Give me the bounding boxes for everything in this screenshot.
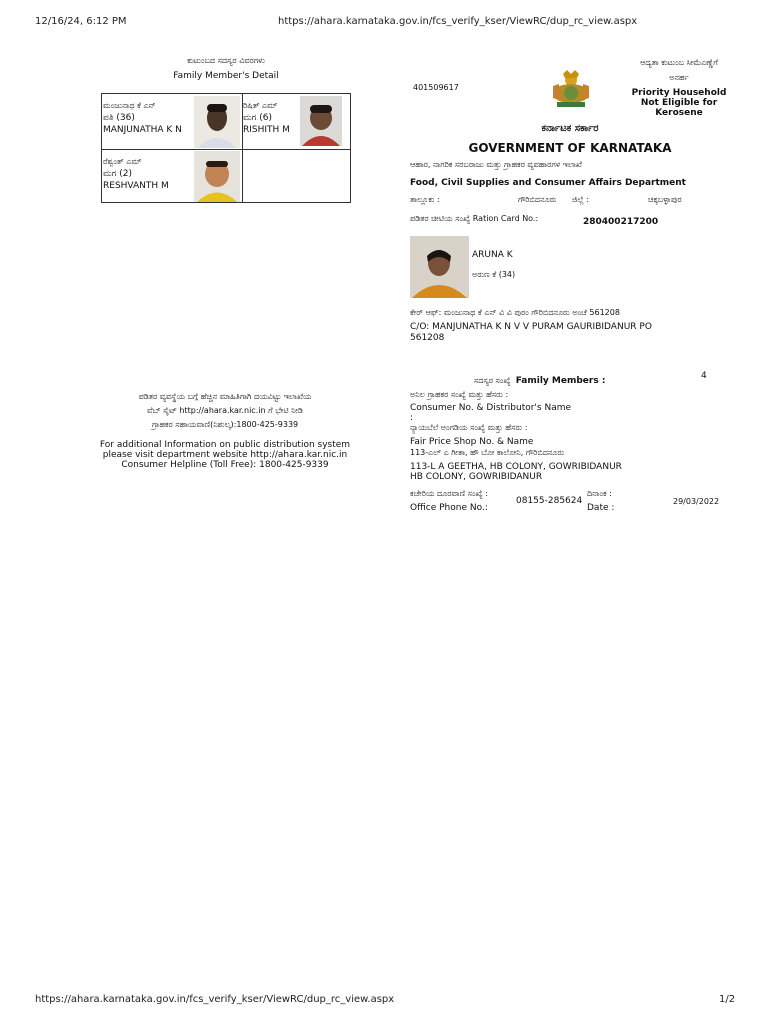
person-photo-icon <box>194 96 240 148</box>
card-code: 401509617 <box>413 83 459 92</box>
family-members-label-kannada: ಸದಸ್ಯರ ಸಂಖ್ಯೆ <box>474 376 511 385</box>
info-kannada-line: ಪಡಿತರ ವ್ಯವಸ್ಥೆಯ ಬಗ್ಗೆ ಹೆಚ್ಚಿನ ಮಾಹಿತಿಗಾಗಿ ದಯವಿಟ್ಟು ಇಲಾಖೆಯ <box>138 392 312 401</box>
address-pin: 561208 <box>410 333 445 343</box>
member-card <box>103 156 169 192</box>
print-datetime: 12/16/24, 6:12 PM <box>35 16 127 27</box>
district-value: ಚಿಕ್ಕಬಳ್ಳಾಪುರ <box>648 195 682 204</box>
member-card <box>243 100 290 136</box>
consumer-label: Consumer No. & Distributor's Name <box>410 403 572 413</box>
family-members-count: 4 <box>701 371 707 381</box>
family-members-label <box>474 368 605 387</box>
priority-household: Priority Household <box>631 88 727 98</box>
member-relation: ಪತಿ (36) <box>103 113 135 123</box>
date-value: 29/03/2022 <box>673 497 720 506</box>
department-name: Food, Civil Supplies and Consumer Affairs Department <box>410 178 686 188</box>
page-number: 1/2 <box>719 994 736 1005</box>
person-photo-icon <box>194 151 240 202</box>
member-name: RISHITH M <box>243 125 290 135</box>
person-photo-icon <box>300 96 342 146</box>
member-name-kannada: ರೆಶ್ವಂತ್ ಎಮ್ <box>103 157 142 166</box>
fps-locality: HB COLONY, GOWRIBIDANUR <box>410 472 543 482</box>
karnataka-emblem <box>549 66 593 110</box>
member-card <box>103 100 182 136</box>
consumer-colon: : <box>410 413 414 423</box>
fps-label-kannada: ನ್ಯಾಯಬೆಲೆ ಅಂಗಡಿಯ ಸಂಖ್ಯೆ ಮತ್ತು ಹೆಸರು : <box>410 423 528 432</box>
member-relation: ಮಗ (6) <box>243 113 273 123</box>
office-phone-label: Office Phone No.: <box>410 503 488 513</box>
person-photo-icon <box>410 236 469 298</box>
ration-card-label: ಪಡಿತರ ಚೀಟಿಯ ಸಂಖ್ಯೆ Ration Card No.: <box>410 214 539 223</box>
fps-label: Fair Price Shop No. & Name <box>410 437 534 447</box>
member-name: RESHVANTH M <box>103 181 169 191</box>
ration-card-number: 280400217200 <box>583 217 659 227</box>
family-members-table <box>101 93 351 203</box>
department-kannada: ಆಹಾರ, ನಾಗರಿಕ ಸರಬರಾಜು ಮತ್ತು ಗ್ರಾಹಕರ ವ್ಯವಹಾರಗಳ ಇಲಾಖೆ <box>410 160 582 169</box>
office-phone-label-kannada: ಕಚೇರಿಯ ದೂರವಾಣಿ ಸಂಖ್ಯೆ : <box>410 489 488 498</box>
not-eligible: Not Eligible for <box>640 98 718 108</box>
info-kannada-line: ಗ್ರಾಹಕರ ಸಹಾಯವಾಣಿ(ನಿಶುಲ್ಕ):1800-425-9339 <box>151 420 299 429</box>
member-name: MANJUNATHA K N <box>103 125 182 135</box>
info-line: please visit department website http://ahara.kar.nic.in <box>102 450 348 460</box>
address-kannada: ಕೇರ್ ಆಫ್: ಮಂಜುನಾಥ ಕೆ ಎನ್ ವಿ ವಿ ಪುರಂ ಗೌರಿಬಿದನೂರು ಅಂಚೆ 561208 <box>410 308 620 317</box>
office-phone-number: 08155-285624 <box>516 496 583 506</box>
priority-kannada-2: ಅನರ್ಹ <box>669 73 689 82</box>
kerosene: Kerosene <box>655 108 703 118</box>
family-members-label-english: Family Members : <box>515 376 606 386</box>
district-label: ಜಿಲ್ಲೆ : <box>572 195 590 204</box>
member-relation: ಮಗ (2) <box>103 169 133 179</box>
fps-kannada: 113-ಎಲ್ ಎ ಗೀತಾ, ಹೌ ಬೋ ಕಾಲೋನಿ, ಗೌರಿಬಿದನೂರು <box>410 448 565 457</box>
address-line: C/O: MANJUNATHA K N V V PURAM GAURIBIDANUR PO <box>410 322 652 332</box>
holder-relation: ಅರುಣ ಕೆ (34) <box>472 270 516 279</box>
info-line: Consumer Helpline (Toll Free): 1800-425-9339 <box>121 460 329 470</box>
member-photo <box>194 151 240 202</box>
consumer-label-kannada: ಅನಿಲ ಗ್ರಾಹಕರ ಸಂಖ್ಯೆ ಮತ್ತು ಹೆಸರು : <box>410 390 509 399</box>
date-label-kannada: ದಿನಾಂಕ : <box>587 489 612 498</box>
print-url: https://ahara.karnataka.gov.in/fcs_verify_kser/ViewRC/dup_rc_view.aspx <box>278 16 638 27</box>
member-photo <box>300 96 342 146</box>
member-name-kannada: ರಿಷಿತ್ ಎಮ್ <box>243 101 278 110</box>
info-kannada-line: ವೆಬ್ ಸೈಟ್ http://ahara.kar.nic.in ಗೆ ಭೇಟಿ ನೀಡಿ <box>147 406 303 415</box>
member-name-kannada: ಮಂಜುನಾಥ ಕೆ ಎನ್ <box>103 101 156 110</box>
table-divider <box>102 149 350 150</box>
family-title-kannada: ಕುಟುಂಬದ ಸದಸ್ಯರ ವಿವರಗಳು <box>187 56 265 65</box>
holder-photo <box>410 236 469 298</box>
govt-title-kannada: ಕರ್ನಾಟಕ ಸರ್ಕಾರ <box>541 123 599 134</box>
member-photo <box>194 96 240 148</box>
priority-kannada: ಆದ್ಯತಾ ಕುಟುಂಬ ಸೀಮೆಎಣ್ಣೆಗೆ <box>640 58 718 67</box>
taluk-value: ಗೌರಿಬಿದನೂರು <box>518 195 557 204</box>
fps-name: 113-L A GEETHA, HB COLONY, GOWRIBIDANUR <box>410 462 622 472</box>
date-label: Date : <box>587 503 615 513</box>
govt-title: GOVERNMENT OF KARNATAKA <box>468 141 672 155</box>
family-title: Family Member's Detail <box>173 71 279 81</box>
table-divider <box>242 149 243 202</box>
taluk-label: ತಾಲ್ಲೂಕು : <box>410 195 440 204</box>
holder-name: ARUNA K <box>472 250 513 260</box>
state-emblem-icon <box>549 66 593 110</box>
footer-url: https://ahara.karnataka.gov.in/fcs_verify_kser/ViewRC/dup_rc_view.aspx <box>35 994 395 1005</box>
info-line: For additional Information on public distribution system <box>99 440 351 450</box>
